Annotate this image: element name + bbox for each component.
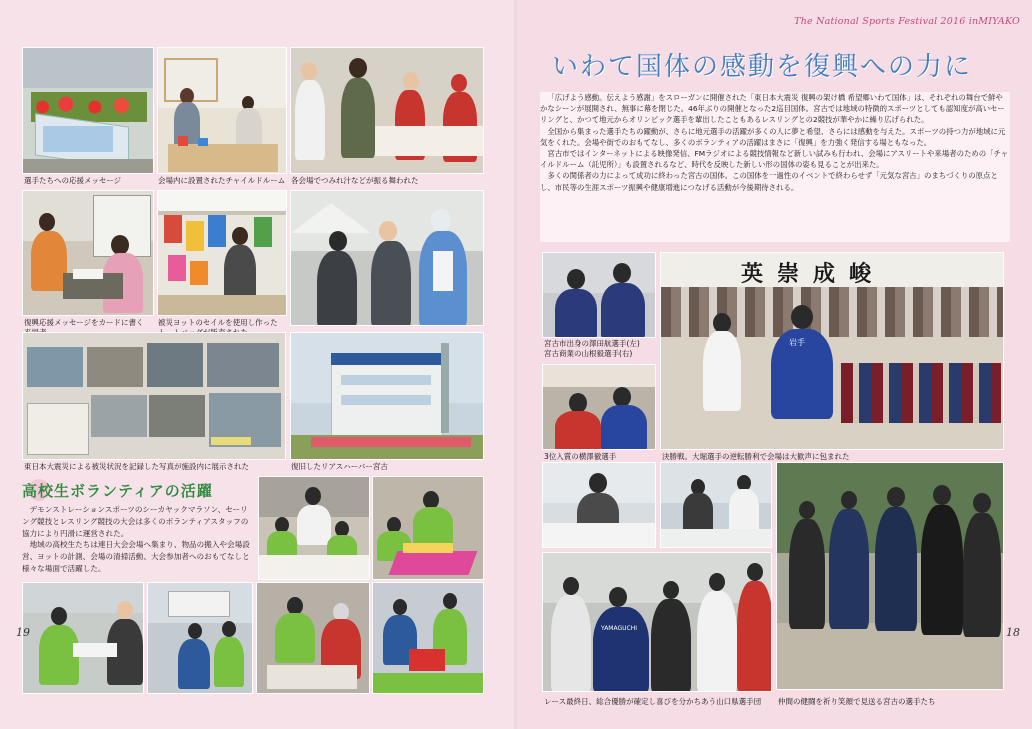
volunteer-body — [22, 504, 254, 575]
banner-text: 峻 — [849, 261, 872, 287]
intro-text-box — [540, 92, 1010, 242]
photo-volunteer-kneel — [256, 582, 370, 694]
intro-paragraph: 宮古市ではインターネットによる映像発信、FMラジオによる競技情報など新しい試みも行われ、会場にアスリートや来場者のための「チャイルドルーム（託児所）」も設置されるなど、時代を反映した新しい形の国体の姿も見ることが出来た。 — [540, 149, 1009, 170]
caption-child-room: 会場内に設置されたチャイルドルーム — [158, 176, 286, 185]
photo-cheer-messages — [22, 47, 154, 174]
volunteer-paragraph: 地域の高校生たちは連日大会会場へ集まり、物品の搬入や会場設営、ヨットの計測、会場の清掃活動、大会参加者へのおもてなしと様々な場面で活躍した。 — [22, 540, 250, 573]
caption-tsumire: 各会場でつみれ汁などが振る舞われた — [291, 176, 419, 185]
caption-harbor: 復旧したリアスハーバー宮古 — [291, 462, 388, 471]
photo-miyako-cheer — [776, 462, 1004, 690]
volunteer-heading: 高校生ボランティアの活躍 — [22, 482, 213, 500]
caption-final-match: 決勝戦。大堀選手の逆転勝利で会場は大歓声に包まれた — [662, 452, 850, 461]
photo-card-writers — [22, 190, 154, 316]
photo-sailor-boat — [542, 462, 656, 548]
photo-volunteer-red-box — [372, 582, 484, 694]
caption-athletes-sawada: 宮古市出身の澤田航選手(左) 宮古商業の山根毅選手(右) — [544, 339, 640, 358]
photo-child-room — [157, 47, 287, 174]
photo-tote-bags — [157, 190, 287, 316]
photo-volunteer-floor — [372, 476, 484, 580]
banner-text: 英 — [741, 261, 764, 287]
photo-boat-measure — [22, 582, 144, 694]
caption-cheer-messages: 選手たちへの応援メッセージ — [24, 176, 122, 185]
photo-tsumire — [290, 47, 484, 174]
photo-harbor — [290, 332, 484, 460]
page-number-right: 18 — [1006, 626, 1020, 639]
page-title: いわて国体の感動を復興への力に — [552, 52, 973, 82]
caption-damage-exhibit: 東日本大震災による被災状況を記録した写真が施設内に展示された — [24, 462, 249, 471]
singlet-text: 岩手 — [789, 338, 805, 347]
photo-wrestling-final — [660, 252, 1004, 450]
caption-miyako-cheer: 仲間の健闘を祈り笑顔で見送る宮古の選手たち — [778, 697, 936, 706]
photo-volunteer-desk — [258, 476, 370, 580]
banner-text: 崇 — [777, 261, 800, 287]
banner-text: 成 — [813, 261, 836, 287]
photo-damage-exhibit — [22, 332, 286, 460]
series-title: The National Sports Festival 2016 inMIYAKO — [794, 16, 1020, 27]
photo-soup-tasting — [290, 190, 484, 326]
photo-athletes-sawada — [542, 252, 656, 338]
page-gutter — [514, 0, 518, 729]
page-number-left: 19 — [16, 626, 30, 639]
photo-third-place — [542, 364, 656, 450]
volunteer-paragraph: デモンストレーションスポーツのシーカヤックマラソン、セーリング競技とレスリング競技の大会は多くのボランティアスタッフの協力により円滑に運営された。 — [22, 505, 249, 538]
jacket-text: YAMAGUCHI — [601, 625, 637, 632]
intro-paragraph: 多くの関係者の力によって成功に終わった宮古の国体。この国体を一過性のイベントで終わらせず「元気な宮古」のまちづくりの原点とし、市民等の生涯スポーツ振興や健康増進につなげる活動が今後期待される。 — [540, 171, 998, 192]
intro-paragraph: 「広げよう感動。伝えよう感謝」をスローガンに開催された「東日本大震災 復興の架け橋 希望郷いわて国体」は、それぞれの舞台で鮮やかなシーンが展開され、無事に幕を閉じた。46年ぶりの開催となった2巡目国体。宮古では地域の特徴的スポーツとしても認知度が高いセーリングと、かつて地元からオリンピック選手を輩出したこともあるレスリングとの2競技が華やかに繰り広げられた。 — [540, 93, 1005, 125]
intro-paragraph: 全国から集まった選手たちの躍動が、さらに地元選手の活躍が多くの人に夢と希望、さらには感動を与えた。スポーツの持つ力が地域に元気をくれた。会場や街でのおもてなし、多くのボランティアの活躍はまさに「復興」を力強く発信する場ともなった。 — [540, 126, 1006, 147]
caption-tote-bags: 被災ヨットのセイルを使用し作った — [158, 318, 278, 327]
photo-yamaguchi-team — [542, 552, 772, 692]
caption-card-writers: 復興応援メッセージをカードに書く — [24, 318, 144, 327]
caption-third-place: 3位入賞の横澤徹選手 — [544, 452, 617, 461]
caption-yamaguchi-team: レース最終日、総合優勝が確定し喜びを分かちあう山口県選手団 — [544, 697, 762, 706]
photo-boat-dock — [660, 462, 772, 548]
photo-boat-rigging — [147, 582, 253, 694]
